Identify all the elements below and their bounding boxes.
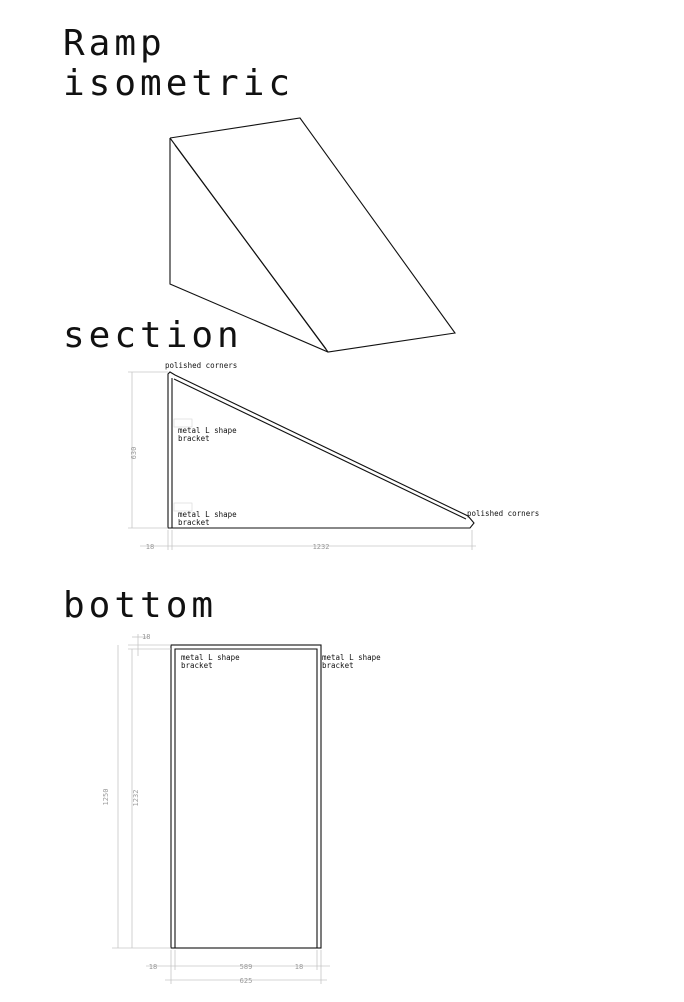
dim-outer-length-label: 1250 — [102, 788, 110, 806]
section-slope-thickness — [174, 379, 466, 519]
dim-thickness-label: 18 — [145, 543, 155, 551]
note-bottom-bracket-right-line1: metal L shape — [322, 653, 381, 662]
dim-outer-width-label: 625 — [239, 977, 253, 985]
note-bracket-lower-line1: metal L shape — [178, 510, 237, 519]
dim-right-thickness-label: 18 — [294, 963, 304, 971]
note-polished-corners-top: polished corners — [165, 361, 238, 370]
dim-left-thickness-label: 18 — [148, 963, 158, 971]
note-bracket-lower-line2: bracket — [178, 518, 210, 527]
note-bracket-upper-line2: bracket — [178, 434, 210, 443]
section-view — [128, 361, 539, 551]
note-bottom-bracket-right-line2: bracket — [322, 661, 354, 670]
bottom-inner-lip — [175, 649, 317, 948]
title-section: section — [63, 315, 243, 356]
title-ramp: Ramp — [63, 23, 166, 64]
note-bracket-upper-line1: metal L shape — [178, 426, 237, 435]
title-isometric: isometric — [63, 63, 295, 104]
note-polished-corners-right: polished corners — [467, 509, 540, 518]
dim-top-thickness-label: 18 — [142, 633, 151, 641]
bottom-outer-rect — [171, 645, 321, 948]
dim-inner-length-label: 1232 — [132, 789, 140, 807]
bottom-view — [102, 633, 381, 985]
dim-length-label: 1232 — [312, 543, 330, 551]
title-bottom: bottom — [63, 585, 218, 626]
note-bottom-bracket-left-line1: metal L shape — [181, 653, 240, 662]
note-bottom-bracket-left-line2: bracket — [181, 661, 213, 670]
dim-inner-width-label: 589 — [239, 963, 253, 971]
dim-height-label: 630 — [130, 446, 138, 460]
